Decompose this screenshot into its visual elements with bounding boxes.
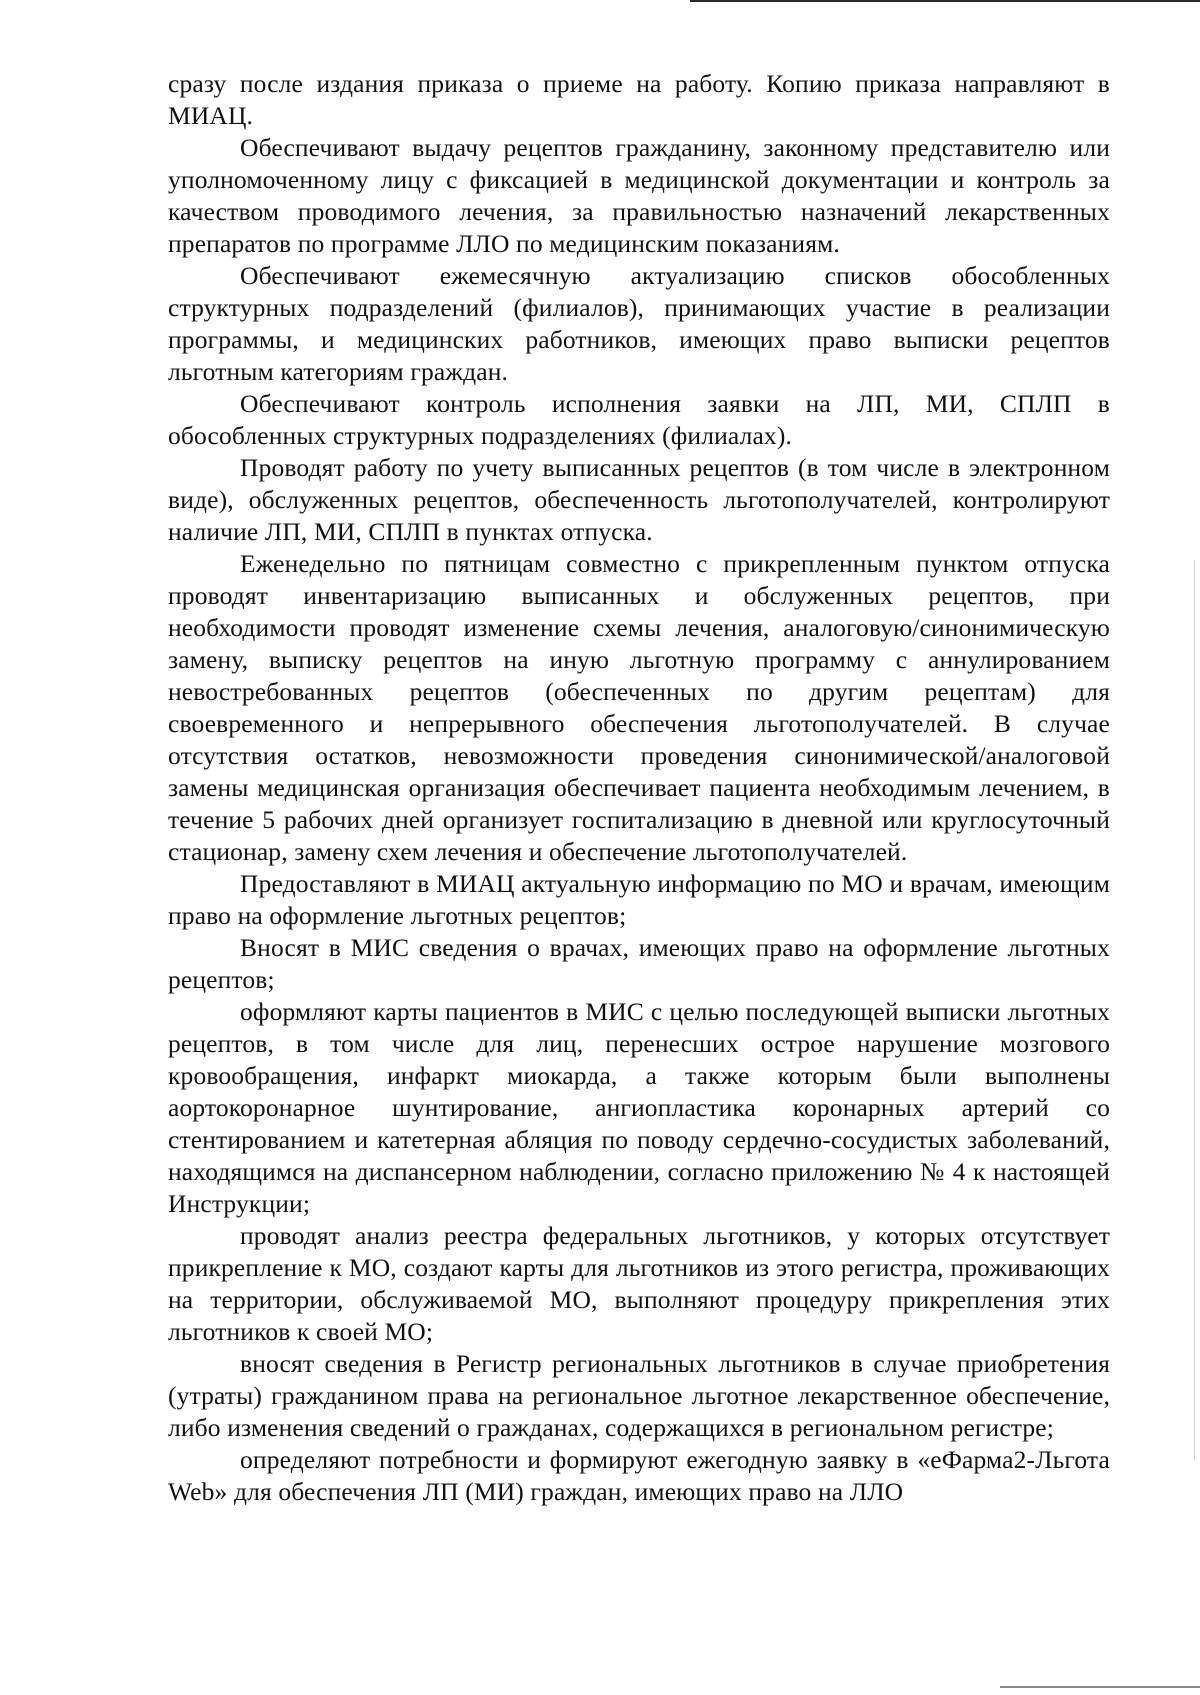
- paragraph: сразу после издания приказа о приеме на работу. Копию приказа направляют в МИАЦ.: [168, 69, 1110, 130]
- scan-edge-bottom: [1000, 1686, 1200, 1688]
- paragraph: Обеспечивают ежемесячную актуализацию списков обособленных структурных подразделений (филиалов), принимающих участие в реализации программы, и медицинских работников, имеющих право выписки рецептов льготным категориям граждан.: [168, 261, 1110, 386]
- paragraph: Вносят в МИС сведения о врачах, имеющих право на оформление льготных рецептов;: [168, 933, 1110, 994]
- document-body: [168, 68, 1110, 1508]
- scan-edge-top: [690, 0, 1200, 2]
- paragraph: Обеспечивают выдачу рецептов гражданину, законному представителю или уполномоченному лицу с фиксацией в медицинской документации и контроль за качеством проводимого лечения, за правильностью назначений лекарственных препаратов по программе ЛЛО по медицинским показаниям.: [168, 133, 1110, 258]
- paragraph: определяют потребности и формируют ежегодную заявку в «еФарма2-Льгота Web» для обеспечения ЛП (МИ) граждан, имеющих право на ЛЛО: [168, 1445, 1110, 1506]
- paragraph: вносят сведения в Регистр региональных льготников в случае приобретения (утраты) гражданином права на региональное льготное лекарственное обеспечение, либо изменения сведений о гражданах, содержащихся в региональном регистре;: [168, 1349, 1110, 1442]
- paragraph: Обеспечивают контроль исполнения заявки на ЛП, МИ, СПЛП в обособленных структурных подразделениях (филиалах).: [168, 389, 1110, 450]
- paragraph: Предоставляют в МИАЦ актуальную информацию по МО и врачам, имеющим право на оформление льготных рецептов;: [168, 869, 1110, 930]
- paragraph: проводят анализ реестра федеральных льготников, у которых отсутствует прикрепление к МО, создают карты для льготников из этого регистра, проживающих на территории, обслуживаемой МО, выполняют процедуру прикрепления этих льготников к своей МО;: [168, 1221, 1110, 1346]
- paragraph: Проводят работу по учету выписанных рецептов (в том числе в электронном виде), обслуженных рецептов, обеспеченность льготополучателей, контролируют наличие ЛП, МИ, СПЛП в пунктах отпуска.: [168, 453, 1110, 546]
- scan-edge-right: [1194, 560, 1195, 1460]
- paragraph: оформляют карты пациентов в МИС с целью последующей выписки льготных рецептов, в том числе для лиц, перенесших острое нарушение мозгового кровообращения, инфаркт миокарда, а также которым были выполнены аортокоронарное шунтирование, ангиопластика коронарных артерий со стентированием и катетерная абляция по поводу сердечно-сосудистых заболеваний, находящимся на диспансерном наблюдении, согласно приложению № 4 к настоящей Инструкции;: [168, 997, 1110, 1218]
- paragraph: Еженедельно по пятницам совместно с прикрепленным пунктом отпуска проводят инвентаризацию выписанных и обслуженных рецептов, при необходимости проводят изменение схемы лечения, аналоговую/синонимическую замену, выписку рецептов на иную льготную программу с аннулированием невостребованных рецептов (обеспеченных по другим рецептам) для своевременного и непрерывного обеспечения льготополучателей. В случае отсутствия остатков, невозможности проведения синонимической/аналоговой замены медицинская организация обеспечивает пациента необходимым лечением, в течение 5 рабочих дней организует госпитализацию в дневной или круглосуточный стационар, замену схем лечения и обеспечение льготополучателей.: [168, 549, 1110, 866]
